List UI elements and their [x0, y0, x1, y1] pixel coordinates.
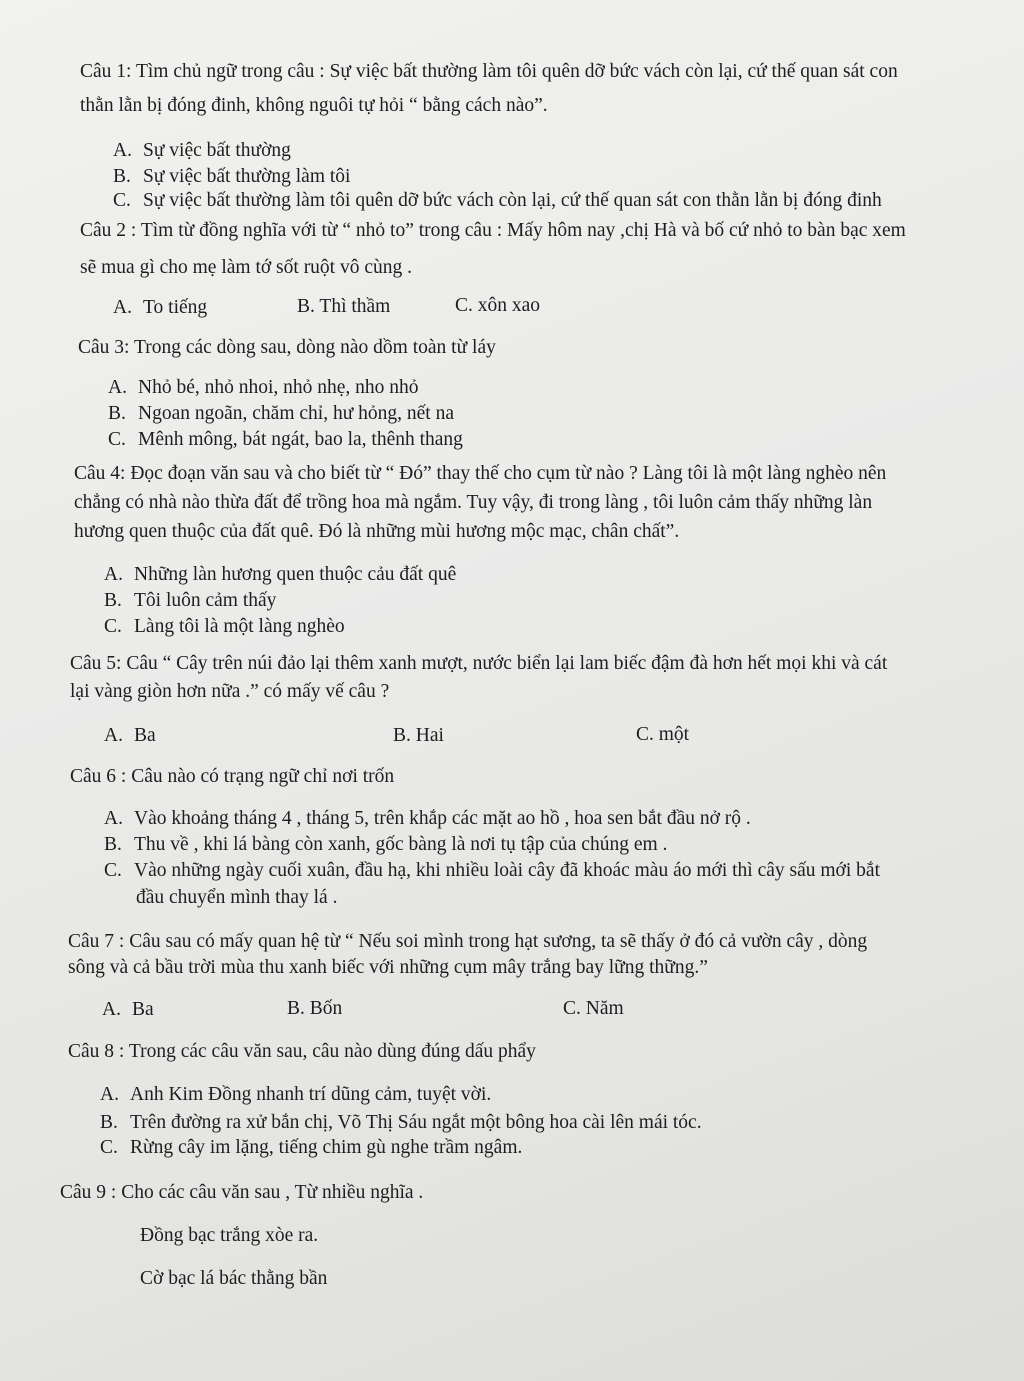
q1-option-b: B. Sự việc bất thường làm tôi — [113, 166, 351, 187]
q5-option-c: C. một — [636, 724, 690, 745]
q8-option-a: A. Anh Kim Đồng nhanh trí dũng cảm, tuyệt vời. — [100, 1084, 492, 1105]
q2-option-a: A. To tiếng — [113, 297, 208, 318]
q4-line-1: Câu 4: Đọc đoạn văn sau và cho biết từ “ Đó” thay thế cho cụm từ nào ? Làng tôi là một làng nghèo nên — [74, 463, 887, 484]
q5-option-a: A. Ba — [104, 725, 156, 746]
q1-line-2: thằn lằn bị đóng đinh, không nguôi tự hỏi “ bằng cách nào”. — [80, 95, 548, 116]
q7-option-b: B. Bốn — [287, 998, 343, 1019]
q4-line-2: chẳng có nhà nào thừa đất để trồng hoa mà ngắm. Tuy vậy, đi trong làng , tôi luôn cảm thấy những làn — [74, 492, 873, 513]
q9-sentence-2: Cờ bạc lá bác thằng bần — [140, 1268, 328, 1289]
q9-sentence-1: Đồng bạc trắng xòe ra. — [140, 1225, 319, 1246]
q2-line-2: sẽ mua gì cho mẹ làm tớ sốt ruột vô cùng . — [80, 257, 413, 278]
q1-option-c: C. Sự việc bất thường làm tôi quên dỡ bức vách còn lại, cứ thế quan sát con thằn lằn bị đóng đinh — [113, 190, 882, 211]
q8-line-1: Câu 8 : Trong các câu văn sau, câu nào dùng đúng dấu phẩy — [68, 1041, 536, 1062]
q9-line-1: Câu 9 : Cho các câu văn sau , Từ nhiều nghĩa . — [60, 1182, 424, 1203]
q4-option-b: B. Tôi luôn cảm thấy — [104, 590, 277, 611]
q4-option-c: C. Làng tôi là một làng nghèo — [104, 616, 345, 637]
q6-line-1: Câu 6 : Câu nào có trạng ngữ chỉ nơi trốn — [70, 766, 395, 787]
q6-option-b: B. Thu về , khi lá bàng còn xanh, gốc bàng là nơi tụ tập của chúng em . — [104, 834, 668, 855]
q1-option-a: A. Sự việc bất thường — [113, 140, 291, 161]
q7-option-c: C. Năm — [563, 998, 624, 1019]
q3-option-a: A. Nhỏ bé, nhỏ nhoi, nhỏ nhẹ, nho nhỏ — [108, 377, 419, 398]
q8-option-b: B. Trên đường ra xử bắn chị, Võ Thị Sáu ngắt một bông hoa cài lên mái tóc. — [100, 1112, 702, 1133]
q5-option-b: B. Hai — [393, 725, 444, 746]
q7-option-a: A. Ba — [102, 999, 154, 1020]
q7-line-1: Câu 7 : Câu sau có mấy quan hệ từ “ Nếu soi mình trong hạt sương, ta sẽ thấy ở đó cả vườn cây , dòng — [68, 931, 868, 952]
q3-option-c: C. Mênh mông, bát ngát, bao la, thênh thang — [108, 429, 463, 450]
q2-option-c: C. xôn xao — [455, 295, 541, 316]
q3-option-b: B. Ngoan ngoãn, chăm chỉ, hư hỏng, nết na — [108, 403, 454, 424]
q5-line-1: Câu 5: Câu “ Cây trên núi đảo lại thêm xanh mượt, nước biển lại lam biếc đậm đà hơn hết mọi khi và cát — [70, 653, 888, 674]
q5-line-2: lại vàng giòn hơn nữa .” có mấy vế câu ? — [70, 681, 390, 702]
q8-option-c: C. Rừng cây im lặng, tiếng chim gù nghe trầm ngâm. — [100, 1137, 523, 1158]
q6-option-c-continued: đầu chuyển mình thay lá . — [136, 887, 338, 908]
q1-line-1: Câu 1: Tìm chủ ngữ trong câu : Sự việc bất thường làm tôi quên dỡ bức vách còn lại, cứ thế quan sát con — [80, 61, 898, 82]
q2-line-1: Câu 2 : Tìm từ đồng nghĩa với từ “ nhỏ to” trong câu : Mấy hôm nay ,chị Hà và bố cứ nhỏ to bàn bạc xem — [80, 220, 906, 241]
q6-option-a: A. Vào khoảng tháng 4 , tháng 5, trên khắp các mặt ao hồ , hoa sen bắt đầu nở rộ . — [104, 808, 751, 829]
q4-option-a: A. Những làn hương quen thuộc cảu đất quê — [104, 564, 457, 585]
q6-option-c: C. Vào những ngày cuối xuân, đầu hạ, khi nhiều loài cây đã khoác màu áo mới thì cây sấu mới bắt — [104, 860, 880, 881]
q3-line-1: Câu 3: Trong các dòng sau, dòng nào dồm toàn từ láy — [78, 337, 496, 358]
q2-option-b: B. Thì thầm — [297, 296, 391, 317]
q4-line-3: hương quen thuộc của đất quê. Đó là những mùi hương mộc mạc, chân chất”. — [74, 521, 680, 542]
q7-line-2: sông và cả bầu trời mùa thu xanh biếc với những cụm mây trắng bay lững thững.” — [68, 957, 708, 978]
